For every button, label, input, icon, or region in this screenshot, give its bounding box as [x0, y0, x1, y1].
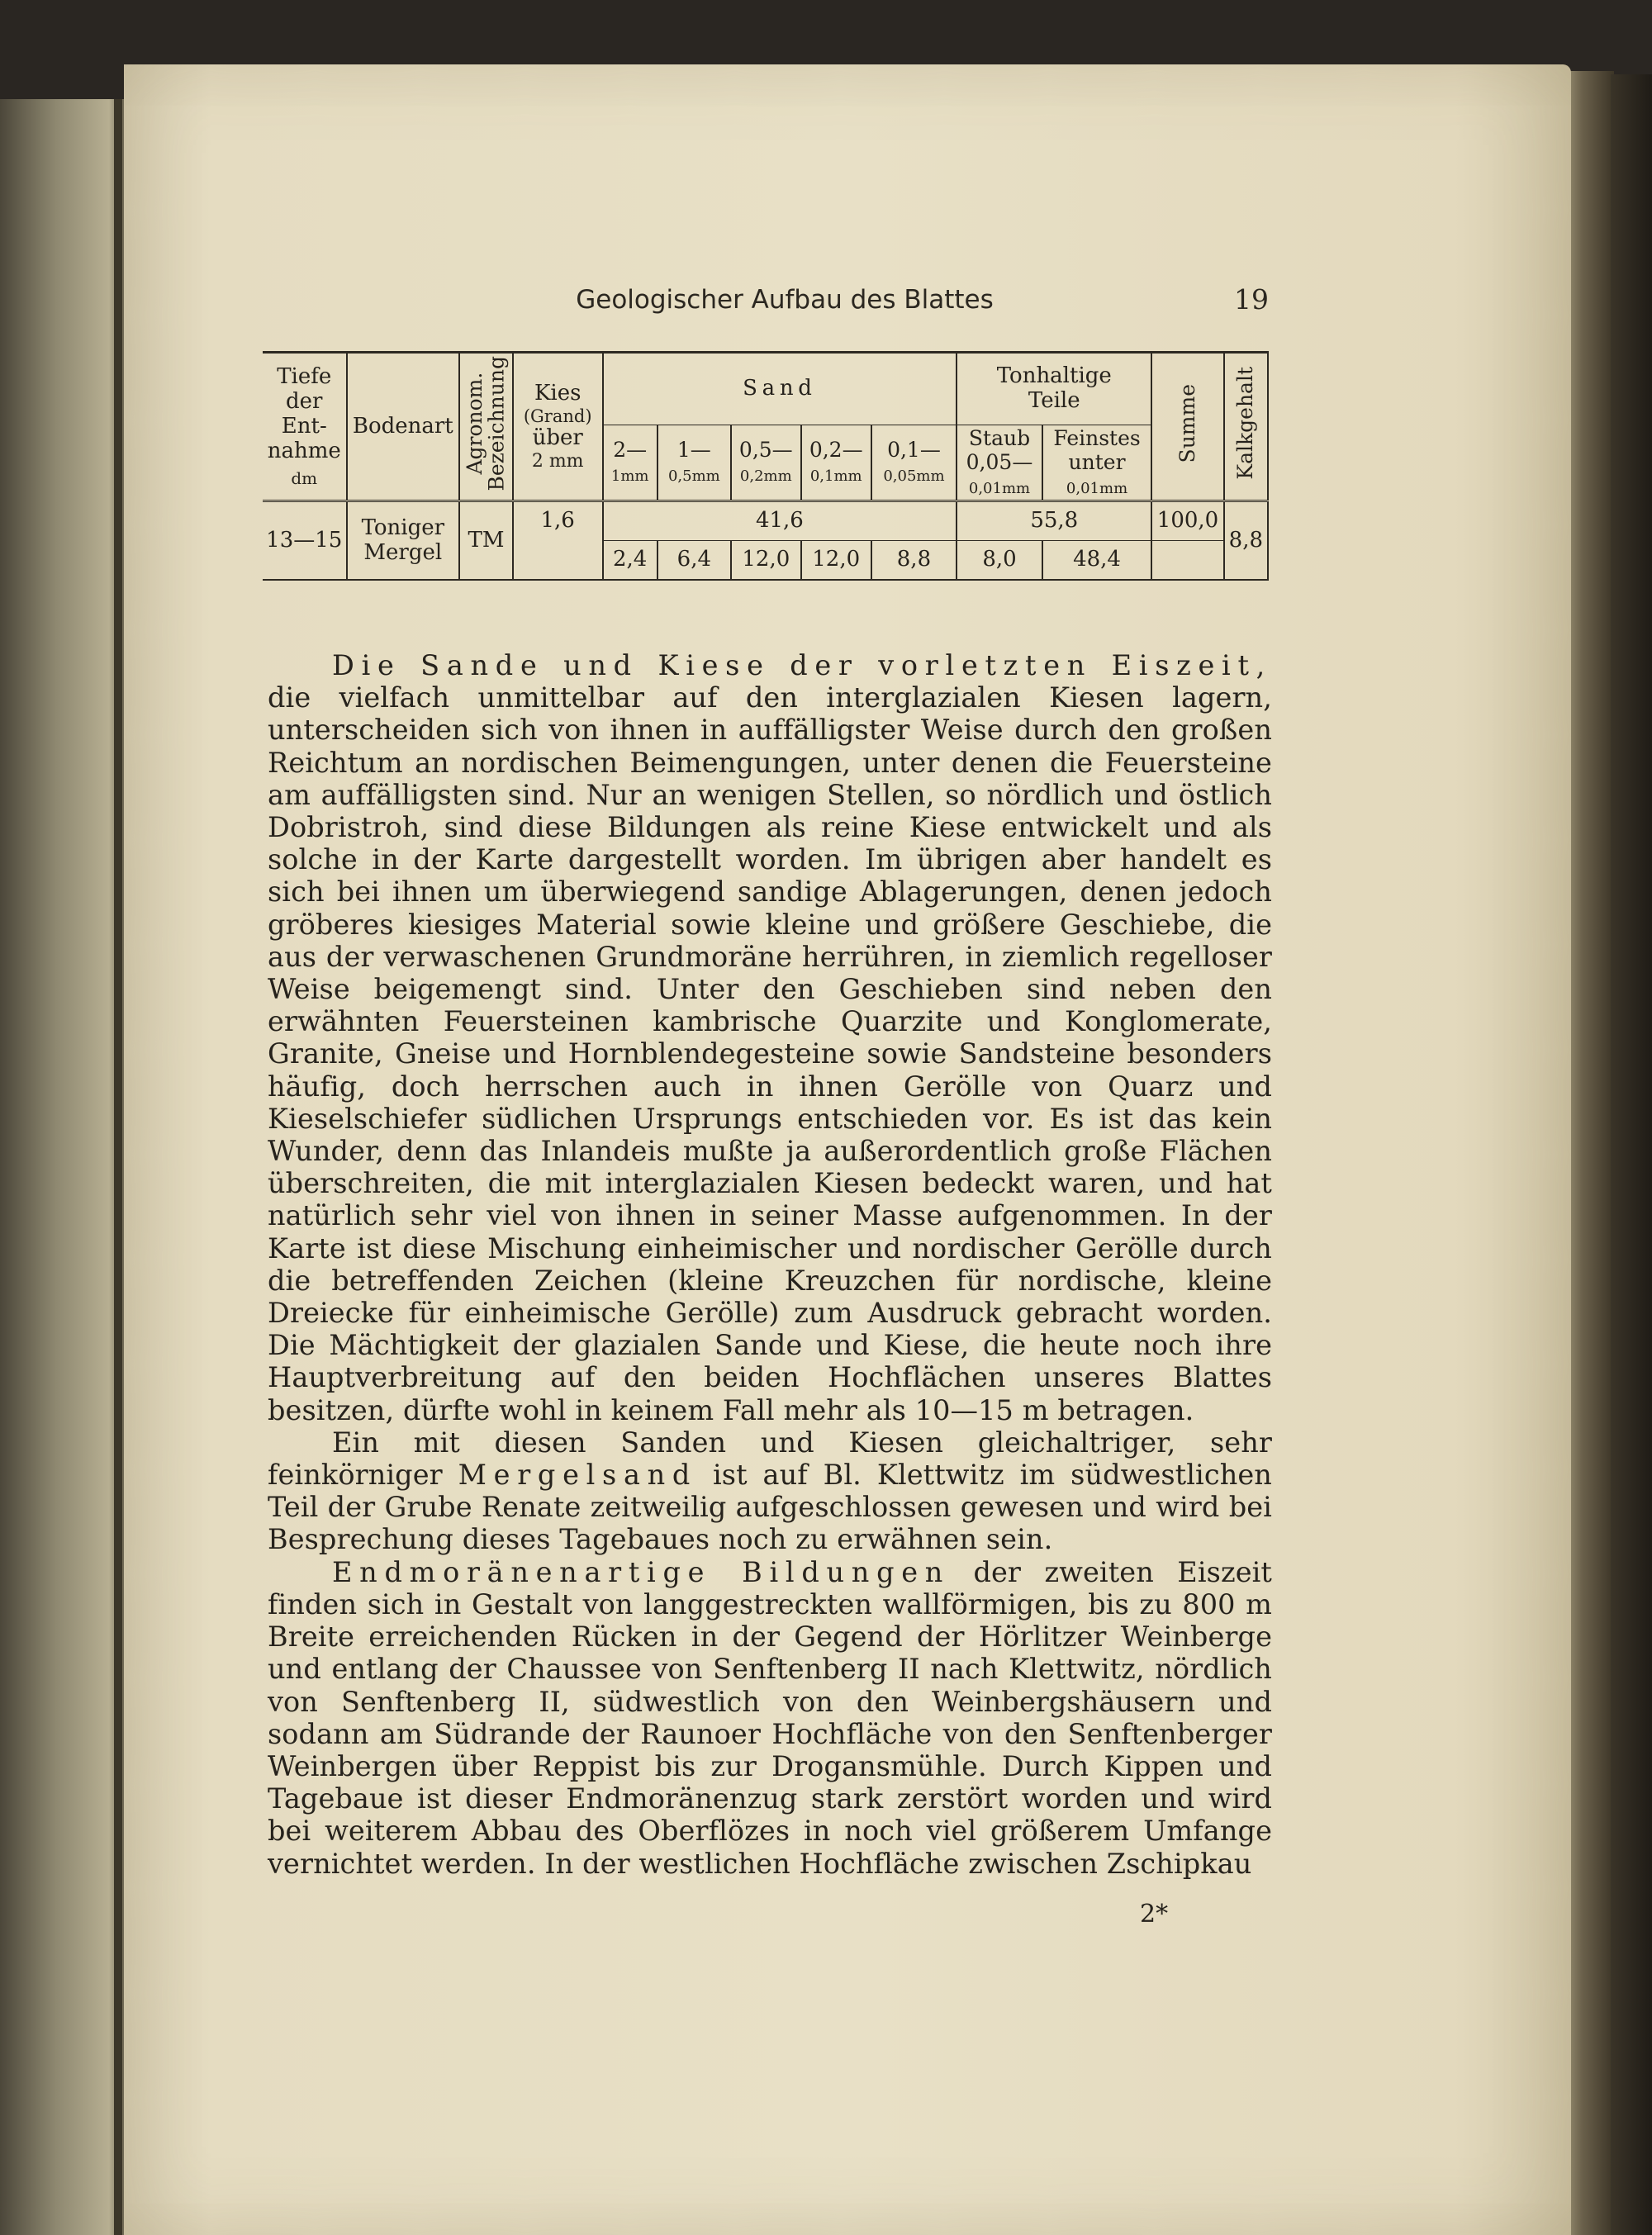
header-kies: Kies (Grand) über 2 mm — [513, 353, 603, 501]
paragraph: Ein mit diesen Sanden und Kiesen gleichaltriger, sehr feinkörniger Mergelsand ist auf Bl. Klettwitz im südwestlichen Teil der Grube Renate zeitweilig aufgeschlossen gewesen und wird bei Besprechung dieses Tagebaues noch zu erwähnen sein. — [268, 1426, 1272, 1556]
header-agronom: Agronom. Bezeichnung — [459, 353, 513, 501]
cell-sand-value: 8,8 — [871, 541, 957, 580]
cell-sand-value: 12,0 — [731, 541, 801, 580]
cell-kalkgehalt: 8,8 — [1224, 501, 1268, 580]
header-bodenart: Bodenart — [347, 353, 460, 501]
emphasis-heading: Die Sande und Kiese der vorletzten Eiszeit, — [332, 649, 1272, 681]
header-feinstes: Feinstes unter 0,01mm — [1042, 425, 1152, 501]
running-head: Geologischer Aufbau des Blattes — [576, 285, 994, 315]
header-sand-fraction: 0,1— 0,05mm — [871, 425, 957, 501]
cell-bodenart: Toniger Mergel — [347, 501, 460, 580]
signature-mark: 2* — [1140, 1900, 1169, 1929]
paragraph: Endmoränenartige Bildungen der zweiten Eiszeit finden sich in Gestalt von langgestreckten wallförmigen, bis zu 800 m Breite erreichenden Rücken in der Gegend der Hörlitzer Weinberge und entlang der Chaussee von Senftenberg II nach Klettwitz, nördlich von Senftenberg II, südwestlich von den Weinbergshäusern und sodann am Südrande der Raunoer Hochfläche von den Senftenberger Weinbergen über Reppist bis zur Drogansmühle. Durch Kippen und Tagebaue ist dieser Endmoränenzug stark zerstört worden und wird bei weiterem Abbau des Oberflözes in noch viel größerem Umfange vernichtet werden. In der westlichen Hochfläche zwischen Zschipkau — [268, 1555, 1272, 1880]
header-staub: Staub 0,05— 0,01mm — [957, 425, 1042, 501]
header-sand-fraction: 0,2— 0,1mm — [801, 425, 871, 501]
header-sand-fraction: 2— 1mm — [603, 425, 657, 501]
cell-sand-value: 2,4 — [603, 541, 657, 580]
cell-ton-value: 48,4 — [1042, 541, 1152, 580]
header-sand-fraction: 1— 0,5mm — [657, 425, 731, 501]
emphasis-heading: Endmoränenartige Bildungen — [332, 1555, 951, 1588]
left-page-edge — [114, 99, 122, 2235]
grain-size-table — [263, 351, 1269, 581]
header-sand-fraction: 0,5— 0,2mm — [731, 425, 801, 501]
body-text — [268, 649, 1272, 1880]
cell-sand-total: 41,6 — [603, 501, 957, 541]
emphasis-term: Mergelsand — [458, 1459, 698, 1492]
header-kalkgehalt: Kalkgehalt — [1224, 353, 1268, 501]
left-page — [0, 99, 124, 2235]
cell-ton-total: 55,8 — [957, 501, 1151, 541]
header-tonhaltige: Tonhaltige Teile — [957, 353, 1151, 425]
header-summe: Summe — [1151, 353, 1223, 501]
cell-tiefe: 13—15 — [263, 501, 347, 580]
header-tiefe: Tiefe der Ent- nahme dm — [263, 353, 347, 501]
paragraph: Die Sande und Kiese der vorletzten Eiszeit, die vielfach unmittelbar auf den interglazialen Kiesen lagern, unterscheiden sich von ihnen in auffälligster Weise durch den großen Reichtum an nordischen Beimengungen, unter denen die Feuersteine am auffälligsten sind. Nur an wenigen Stellen, so nördlich und östlich Dobristroh, sind diese Bildungen als reine Kiese entwickelt und als solche in der Karte dargestellt worden. Im übrigen aber handelt es sich bei ihnen um überwiegend sandige Ablagerungen, denen jedoch gröberes kiesiges Material sowie kleine und größere Geschiebe, die aus der verwaschenen Grundmoräne herrühren, in ziemlich regelloser Weise beigemengt sind. Unter den Geschieben sind neben den erwähnten Feuersteinen kambrische Quarzite und Konglomerate, Granite, Gneise und Hornblendegesteine sowie Sandsteine besonders häufig, doch herrschen auch in ihnen Gerölle von Quarz und Kieselschiefer südlichen Ursprungs entschieden vor. Es ist das kein Wunder, denn das Inlandeis mußte ja außerordentlich große Flächen überschreiten, die mit interglazialen Kiesen bedeckt waren, und hat natürlich sehr viel von ihnen in seiner Masse aufgenommen. In der Karte ist diese Mischung einheimischer und nordischer Gerölle durch die betreffenden Zeichen (kleine Kreuzchen für nordische, kleine Dreiecke für einheimische Gerölle) zum Ausdruck gebracht worden. Die Mächtigkeit der glazialen Sande und Kiese, die heute noch ihre Hauptverbreitung auf den beiden Hochflächen unseres Blattes besitzen, dürfte wohl in keinem Fall mehr als 10—15 m betragen. — [268, 649, 1272, 1426]
cell-ton-value: 8,0 — [957, 541, 1042, 580]
page-number: 19 — [1234, 283, 1269, 316]
cell-kies: 1,6 — [513, 501, 603, 580]
cell-sand-value: 6,4 — [657, 541, 731, 580]
cell-agronom: TM — [459, 501, 513, 580]
cell-summe-empty — [1151, 541, 1223, 580]
header-sand: Sand — [603, 353, 957, 425]
cell-summe: 100,0 — [1151, 501, 1223, 541]
book-fore-edge — [1611, 74, 1652, 2235]
cell-sand-value: 12,0 — [801, 541, 871, 580]
